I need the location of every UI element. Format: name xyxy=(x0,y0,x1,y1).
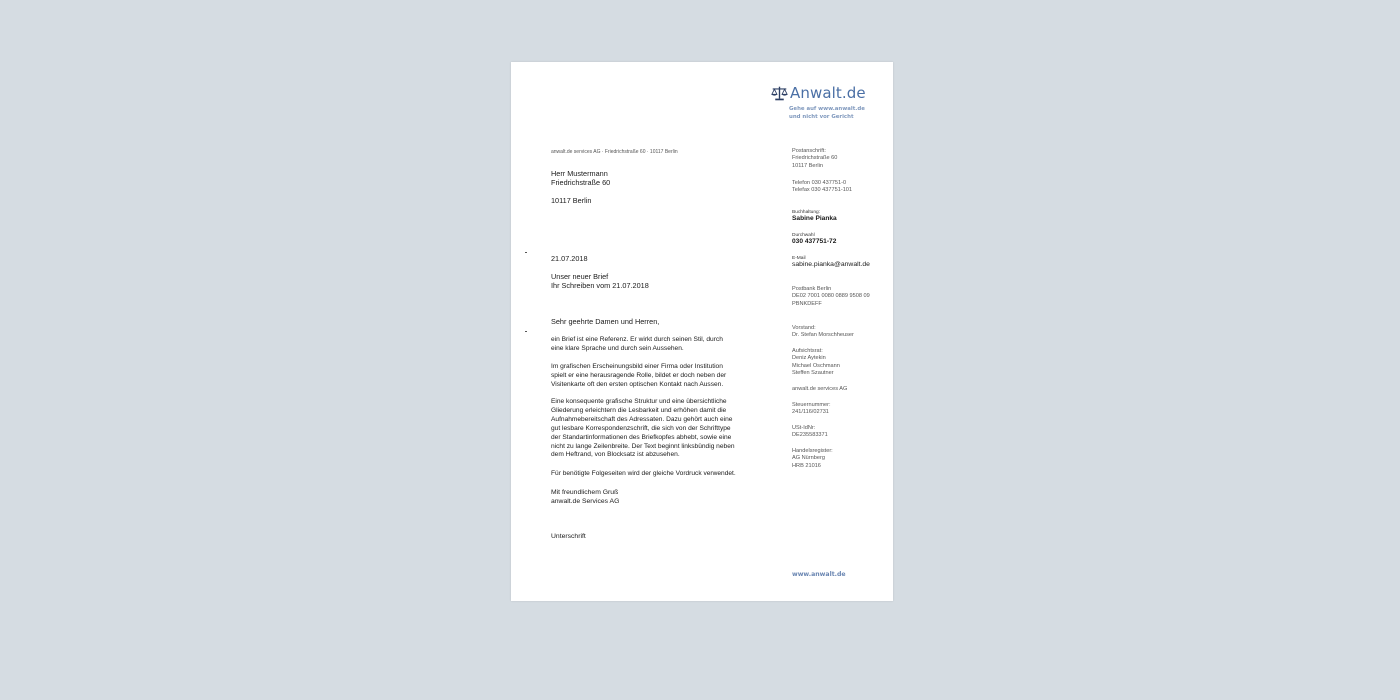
tagline-line: Gehe auf www.anwalt.de xyxy=(789,106,865,112)
email-block xyxy=(792,256,870,268)
body-line: nicht zu lange Zeilenbreite. Der Text beginnt linksbündig neben xyxy=(551,442,735,450)
letter-page xyxy=(511,62,893,601)
direct-dial-block xyxy=(792,233,836,245)
board-block xyxy=(792,325,854,340)
logo-wordmark: Anwalt.de xyxy=(790,84,866,102)
supervisory-label: Aufsichtsrat: xyxy=(792,348,823,354)
postal-address-block xyxy=(792,148,837,170)
postal-label: Postanschrift: xyxy=(792,148,826,154)
vat-number: DE235583371 xyxy=(792,432,828,439)
body-line: Im grafischen Erscheinungsbild einer Firma oder Institution xyxy=(551,363,723,370)
sender-return-address: anwalt.de services AG · Friedrichstraße 60 · 10117 Berlin xyxy=(551,149,678,155)
direct-dial-number: 030 437751-72 xyxy=(792,238,837,245)
signature-label: Unterschrift xyxy=(551,533,586,540)
supervisory-member: Steffen Szautner xyxy=(792,370,834,377)
body-line: Aufnahmebereitschaft des Adressaten. Dazu gehört auch eine xyxy=(551,415,733,423)
closing-greeting: Mit freundlichem Gruß xyxy=(551,489,619,496)
register-number: HRB 21016 xyxy=(792,462,821,469)
contact-numbers xyxy=(792,180,852,195)
company-name: anwalt.de services AG xyxy=(792,386,848,392)
supervisory-member: Deniz Aytekin xyxy=(792,355,826,362)
bookkeeping-label: Buchhaltung: xyxy=(792,210,821,215)
bank-iban: DE02 7001 0080 0889 9508 09 xyxy=(792,293,870,300)
fold-mark xyxy=(525,331,527,332)
reference-line: Ihr Schreiben vom 21.07.2018 xyxy=(551,281,649,290)
body-line: Visitenkarte oft den ersten optischen Kontakt nach Aussen. xyxy=(551,380,724,388)
subject-line: Unser neuer Brief xyxy=(551,272,609,281)
footer-website-link[interactable]: www.anwalt.de xyxy=(792,571,846,578)
register-label: Handelsregister: xyxy=(792,448,833,454)
bank-details xyxy=(792,286,870,308)
board-member: Dr. Stefan Morschheuser xyxy=(792,332,854,339)
body-line: spielt er eine herausragende Rolle, bildet er doch neben der xyxy=(551,371,727,379)
postal-city: 10117 Berlin xyxy=(792,162,823,169)
tagline-line: und nicht vor Gericht xyxy=(789,114,854,120)
supervisory-board-block xyxy=(792,348,840,378)
email-address[interactable]: sabine.pianka@anwalt.de xyxy=(792,261,870,268)
bank-name: Postbank Berlin xyxy=(792,286,832,292)
email-label: E-Mail xyxy=(792,256,806,261)
fax-number: Telefax 030 437751-101 xyxy=(792,187,853,194)
body-line: der Standartinformationen des Briefkopfes abhebt, sowie eine xyxy=(551,433,732,441)
body-paragraph xyxy=(551,336,723,354)
recipient-city: 10117 Berlin xyxy=(551,196,592,205)
body-line: eine klare Sprache und durch sein Aussehen. xyxy=(551,344,684,352)
board-label: Vorstand: xyxy=(792,325,816,331)
body-line: Gliederung erleichtern die Lesbarkeit und erhöhen damit die xyxy=(551,406,727,414)
body-paragraph xyxy=(551,398,735,460)
bookkeeping-name: Sabine Pianka xyxy=(792,215,837,222)
bank-bic: PBNKDEFF xyxy=(792,300,822,307)
bookkeeping-block xyxy=(792,210,837,222)
salutation: Sehr geehrte Damen und Herren, xyxy=(551,317,660,326)
vat-block xyxy=(792,425,828,440)
body-paragraph xyxy=(551,470,736,479)
register-block xyxy=(792,448,833,470)
tax-label: Steuernummer: xyxy=(792,402,831,408)
tax-block xyxy=(792,402,831,417)
recipient-name: Herr Mustermann xyxy=(551,169,608,178)
body-line: gut lesbare Korrespondenzschrift, die sich von der Schrifttype xyxy=(551,424,731,432)
scales-of-justice-icon xyxy=(771,85,788,102)
supervisory-member: Michael Oschmann xyxy=(792,362,840,369)
tax-number: 241/116/02731 xyxy=(792,409,829,416)
register-court: AG Nürnberg xyxy=(792,455,825,462)
logo xyxy=(771,83,866,103)
closing-company: anwalt.de Services AG xyxy=(551,498,620,505)
phone-number: Telefon 030 437751-0 xyxy=(792,180,847,186)
body-line: ein Brief ist eine Referenz. Er wirkt durch seinen Stil, durch xyxy=(551,336,723,343)
body-paragraph xyxy=(551,363,726,390)
direct-dial-label: Durchwahl xyxy=(792,233,815,238)
tagline xyxy=(789,105,865,121)
body-line: dem Heftrand, von Blocksatz ist abzusehen. xyxy=(551,451,680,459)
vat-label: USt-IdNr: xyxy=(792,425,816,431)
letter-date: 21.07.2018 xyxy=(551,254,588,263)
fold-mark xyxy=(525,252,527,253)
postal-street: Friedrichstraße 60 xyxy=(792,155,838,162)
body-line: Für benötigte Folgeseiten wird der gleiche Vordruck verwendet. xyxy=(551,470,736,477)
body-line: Eine konsequente grafische Struktur und eine übersichtliche xyxy=(551,398,727,405)
recipient-street: Friedrichstraße 60 xyxy=(551,178,611,187)
